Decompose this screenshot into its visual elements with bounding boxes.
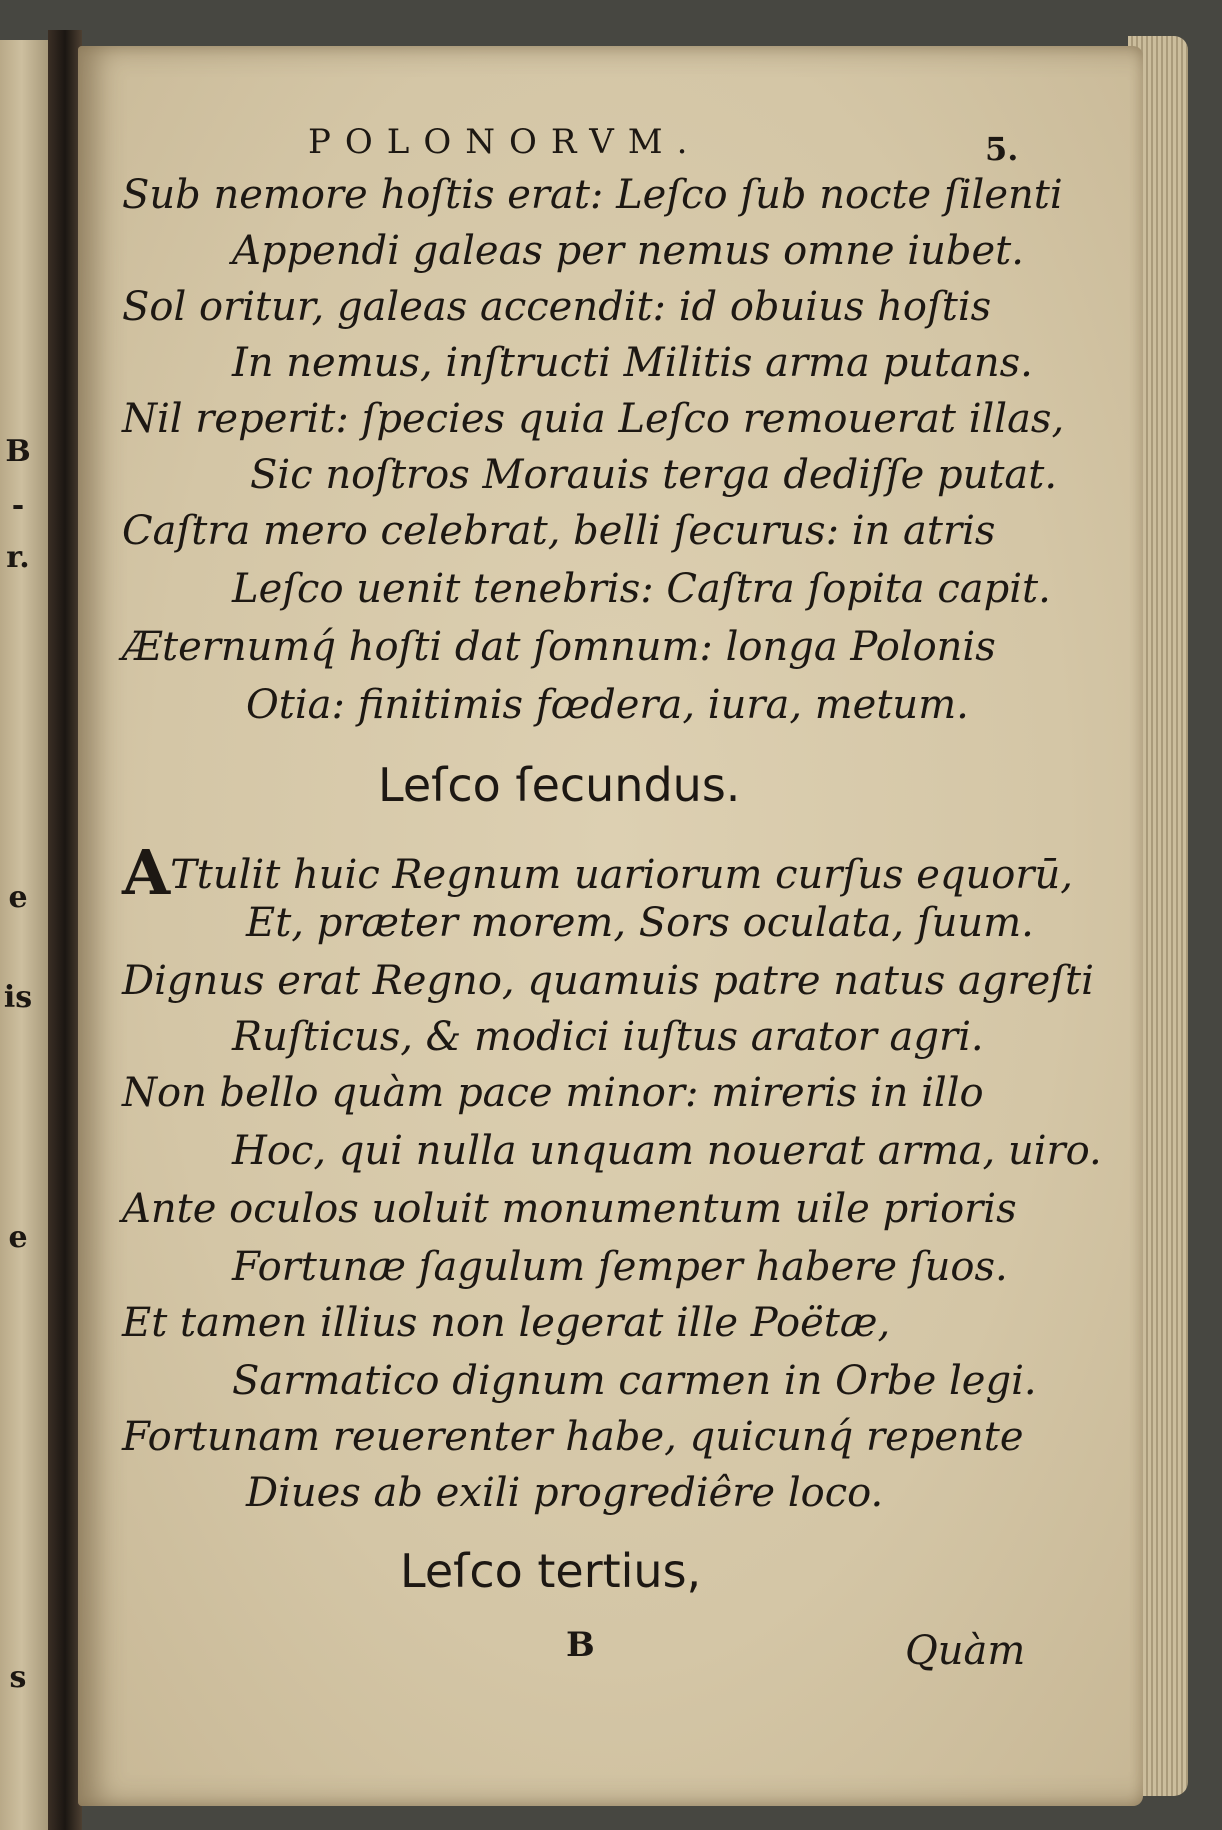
section-heading: Leſco tertius, — [400, 1544, 702, 1598]
verse-line: In nemus, inſtructi Militis arma putans. — [232, 340, 1033, 386]
running-head: POLONORVM. — [308, 122, 702, 162]
verse-line: Non bello quàm pace minor: mireris in illo — [122, 1070, 984, 1116]
verse-line: Sub nemore hoſtis erat: Leſco ſub nocte ſilenti — [122, 172, 1063, 218]
verse-line: Ruſticus, & modici iuſtus arator agri. — [232, 1014, 984, 1060]
verse-line: Leſco uenit tenebris: Caſtra ſopita capit. — [232, 566, 1051, 612]
verse-line-first — [122, 836, 1073, 909]
book-gutter — [48, 30, 82, 1830]
left-margin-fragment: - — [11, 488, 25, 523]
verse-line: Ttulit huic Regnum uariorum curſus equorū, — [170, 852, 1073, 898]
catchword: Quàm — [905, 1628, 1026, 1674]
verse-line: Ante oculos uoluit monumentum uile prioris — [122, 1186, 1017, 1232]
verse-line: Et, præter morem, Sors oculata, ſuum. — [246, 900, 1034, 946]
verse-line: Sic noſtros Morauis terga dediſſe putat. — [250, 452, 1058, 498]
verse-line: Æternumq́ hoſti dat ſomnum: longa Polonis — [122, 624, 996, 670]
verse-line: Sarmatico dignum carmen in Orbe legi. — [232, 1358, 1037, 1404]
verse-line: Fortunæ ſagulum ſemper habere ſuos. — [232, 1244, 1008, 1290]
previous-page-edge — [0, 40, 48, 1830]
left-margin-fragment: e — [8, 1220, 28, 1255]
left-margin-fragment: s — [9, 1660, 27, 1695]
verse-line: Caſtra mero celebrat, belli ſecurus: in atris — [122, 508, 996, 554]
left-margin-fragment: e — [8, 880, 28, 915]
left-margin-fragment: r. — [6, 540, 30, 575]
signature-mark: B — [566, 1625, 595, 1665]
verse-line: Otia: finitimis fœdera, iura, metum. — [246, 682, 969, 728]
verse-line: Appendi galeas per nemus omne iubet. — [232, 228, 1024, 274]
left-margin-fragment: is — [3, 980, 33, 1015]
section-heading: Leſco ſecundus. — [378, 758, 741, 812]
verse-line: Fortunam reuerenter habe, quicunq́ repente — [122, 1414, 1024, 1460]
left-margin-fragment: B — [5, 434, 31, 469]
verse-line: Sol oritur, galeas accendit: id obuius hoſtis — [122, 284, 992, 330]
verse-line: Et tamen illius non legerat ille Poëtæ, — [122, 1300, 891, 1346]
verse-line: Dignus erat Regno, quamuis patre natus agreſti — [122, 958, 1094, 1004]
verse-line: Diues ab exili progrediêre loco. — [246, 1470, 884, 1516]
verse-line: Hoc, qui nulla unquam nouerat arma, uiro. — [232, 1128, 1102, 1174]
drop-cap: A — [122, 836, 171, 909]
page-number: 5. — [985, 130, 1019, 168]
verse-line: Nil reperit: ſpecies quia Leſco remouerat illas, — [122, 396, 1065, 442]
